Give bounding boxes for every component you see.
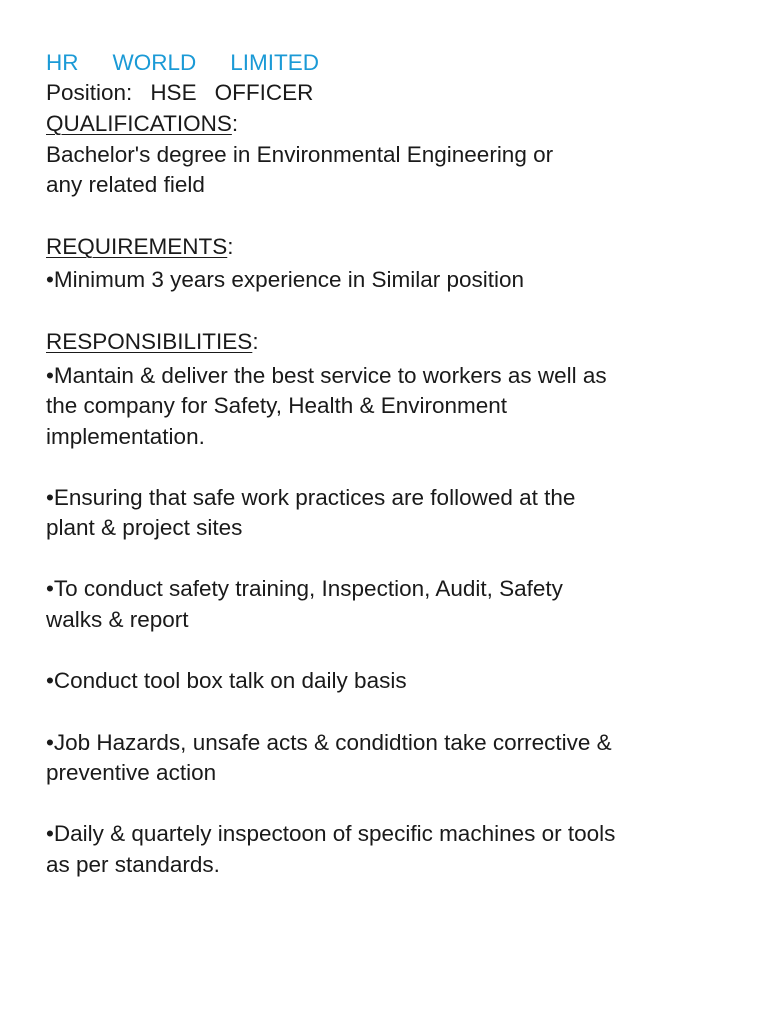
company-word: WORLD — [112, 50, 197, 75]
responsibility-line: •Daily & quartely inspectoon of specific machines or tools — [46, 821, 616, 846]
heading-colon: : — [231, 111, 239, 136]
qualifications-text-line: Bachelor's degree in Environmental Engineering or — [46, 142, 554, 167]
position-word: OFFICER — [214, 80, 314, 105]
heading-colon: : — [227, 234, 234, 259]
responsibility-line: preventive action — [46, 760, 217, 785]
qualifications-text-line: any related field — [46, 172, 205, 197]
position-label: Position: — [46, 80, 133, 105]
responsibility-line: •Mantain & deliver the best service to workers as well as — [46, 363, 607, 388]
responsibilities-heading — [46, 327, 259, 357]
responsibility-line: •Job Hazards, unsafe acts & condidtion take corrective & — [46, 730, 612, 755]
heading-colon: : — [252, 329, 259, 354]
company-word: LIMITED — [230, 50, 320, 75]
qualifications-heading — [46, 109, 238, 139]
requirements-heading-text: REQUIREMENTS — [46, 234, 228, 259]
responsibility-line: as per standards. — [46, 852, 220, 877]
responsibility-line: implementation. — [46, 424, 205, 449]
responsibility-line: •To conduct safety training, Inspection, Audit, Safety — [46, 576, 563, 601]
responsibility-line: the company for Safety, Health & Environment — [46, 393, 508, 418]
requirements-heading — [46, 232, 234, 262]
company-word: HR — [46, 50, 79, 75]
company-name — [46, 48, 319, 78]
qualifications-heading-text: QUALIFICATIONS — [46, 111, 232, 136]
responsibilities-heading-text: RESPONSIBILITIES — [46, 329, 253, 354]
position-word: HSE — [150, 80, 197, 105]
position-line — [46, 78, 313, 108]
responsibility-line: walks & report — [46, 607, 189, 632]
requirements-item: •Minimum 3 years experience in Similar position — [46, 267, 525, 292]
responsibility-line: •Conduct tool box talk on daily basis — [46, 668, 407, 693]
responsibility-line: plant & project sites — [46, 515, 243, 540]
responsibility-line: •Ensuring that safe work practices are followed at the — [46, 485, 576, 510]
